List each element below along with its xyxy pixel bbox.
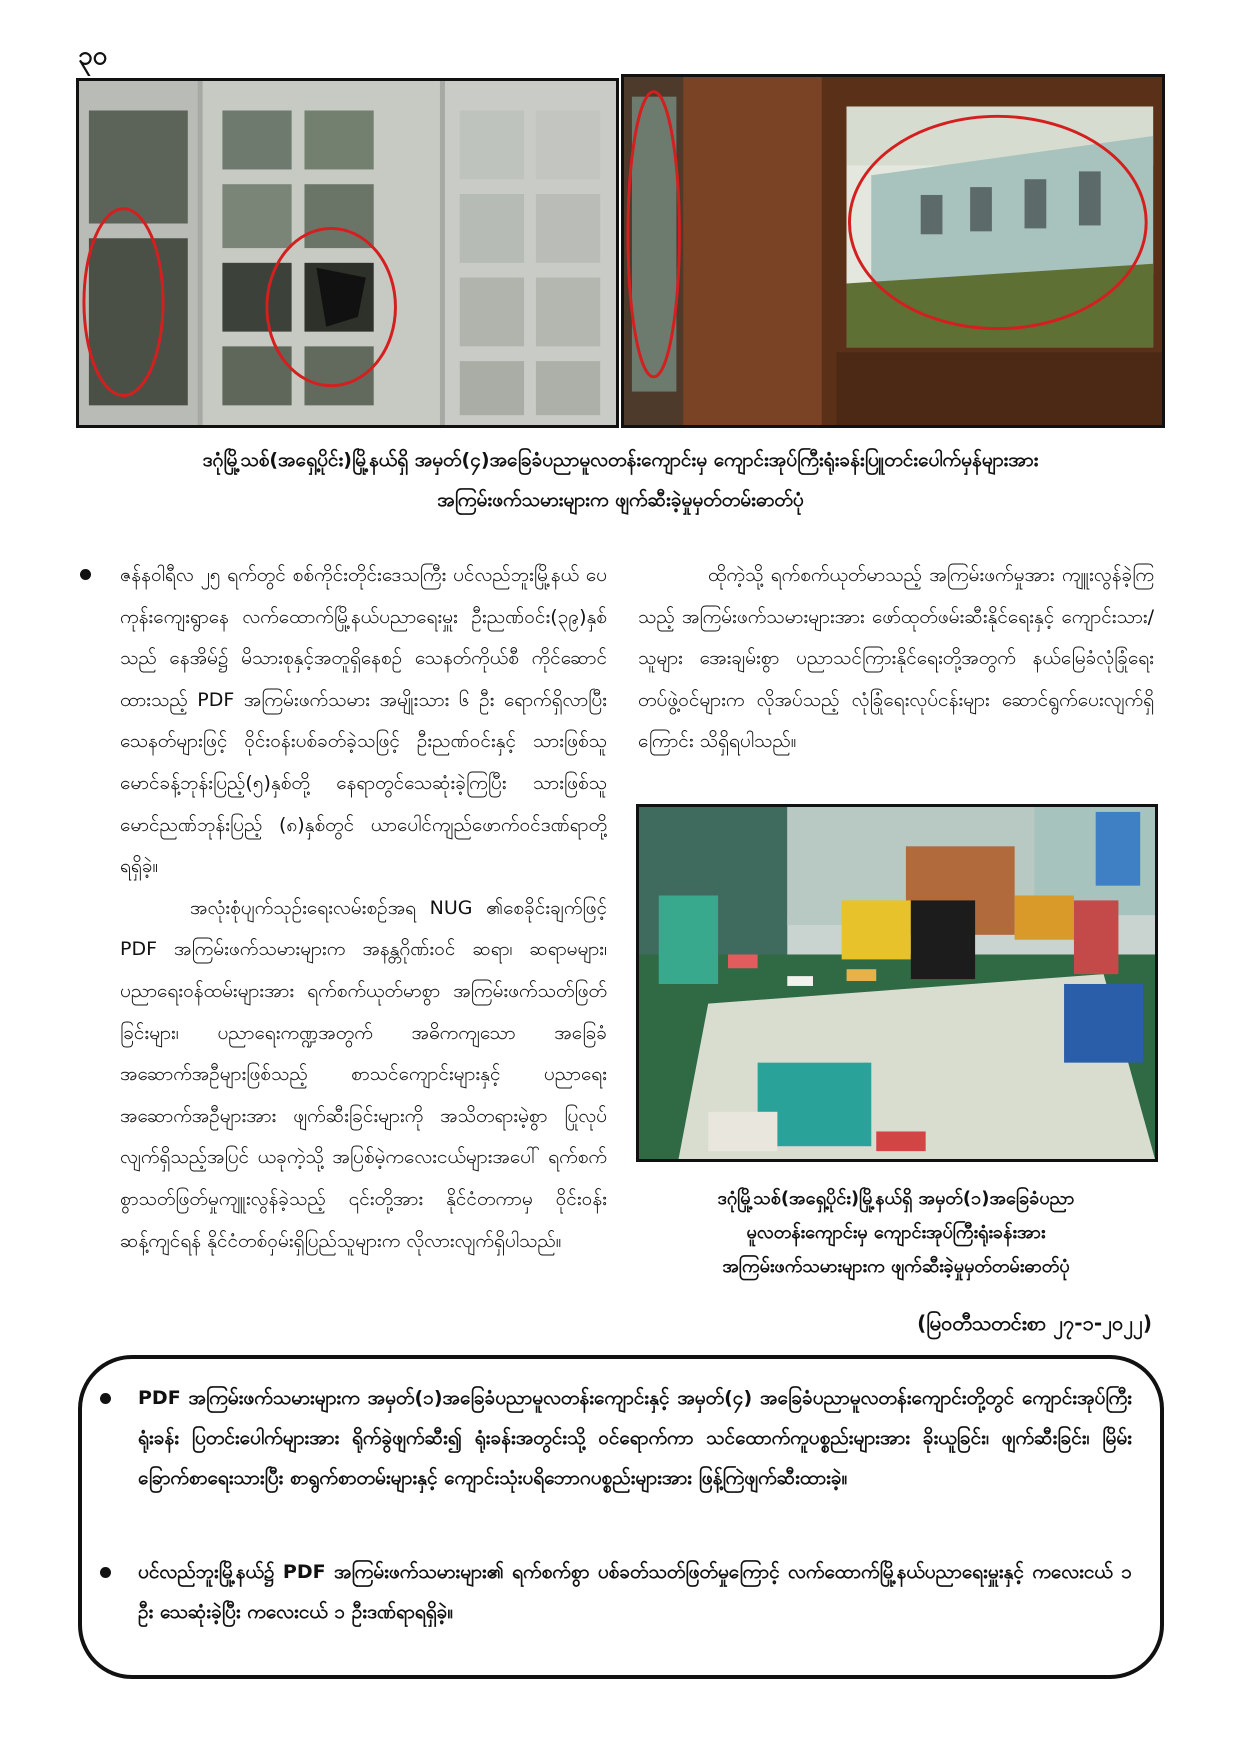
top-caption-line1: ဒဂုံမြို့သစ်(အရှေ့ပိုင်း)မြို့နယ်ရှိ အမှတ်(၄)အခြေခံပညာမူလတန်းကျောင်းမှ ကျောင်းအုပ်ကြီးရုံးခန်းပြူတင်းပေါက်မှန်များအား xyxy=(202,449,1039,471)
right-caption-line3: အကြမ်းဖက်သမားများက ဖျက်ဆီးခဲ့မှုမှတ်တမ်းဓာတ်ပုံ xyxy=(722,1256,1070,1277)
right-caption-line2: မူလတန်းကျောင်းမှ ကျောင်းအုပ်ကြီးရုံးခန်းအား xyxy=(746,1222,1046,1243)
top-caption-line2: အကြမ်းဖက်သမားများက ဖျက်ဆီးခဲ့မှုမှတ်တမ်းဓာတ်ပုံ xyxy=(437,489,804,511)
left-column xyxy=(120,555,607,1262)
bullet-icon xyxy=(100,1393,111,1404)
left-bullet-text: ဇန်နဝါရီလ ၂၅ ရက်တွင် စစ်ကိုင်းတိုင်းဒေသကြီး ပင်လည်ဘူးမြို့နယ် ပေကုန်းကျေးရွာနေ လက်ထောက်မြို့နယ်ပညာရေးမှူး ဦးညဏ်ဝင်း(၃၉)နှစ်သည် နေအိမ်၌ မိသားစုနှင့်အတူရှိနေစဉ် သေနတ်ကိုယ်စီ ကိုင်ဆောင်ထားသည့် PDF အကြမ်းဖက်သမား အမျိုးသား ၆ ဦး ရောက်ရှိလာပြီး သေနတ်များဖြင့် ဝိုင်းဝန်းပစ်ခတ်ခဲ့သဖြင့် ဦးညဏ်ဝင်းနှင့် သားဖြစ်သူ မောင်ခန့်ဘုန်းပြည့်(၅)နှစ်တို့ နေရာတွင်သေဆုံးခဲ့ကြပြီး သားဖြစ်သူ မောင်ညဏ်ဘုန်းပြည့် (၈)နှစ်တွင် ယာပေါင်ကျည်ဖောက်ဝင်ဒဏ်ရာတို့ ရရှိခဲ့။ xyxy=(120,564,607,878)
left-paragraph-2: အလုံးစုံပျက်သုဉ်းရေးလမ်းစဉ်အရ NUG ၏စေခိုင်းချက်ဖြင့် PDF အကြမ်းဖက်သမားများက အနန္တဂိုဏ်းဝင် ဆရာ၊ ဆရာမများ၊ ပညာရေးဝန်ထမ်းများအား ရက်စက်ယုတ်မာစွာ အကြမ်းဖက်သတ်ဖြတ်ခြင်းများ၊ ပညာရေးကဏ္ဍအတွက် အဓိကကျသော အခြေခံအဆောက်အဦများဖြစ်သည့် စာသင်ကျောင်းများနှင့် ပညာရေးအဆောက်အဦများအား ဖျက်ဆီးခြင်းများကို အသိတရားမဲ့စွာ ပြုလုပ်လျက်ရှိသည့်အပြင် ယခုကဲ့သို့ အပြစ်မဲ့ကလေးငယ်များအပေါ် ရက်စက်စွာသတ်ဖြတ်မှုကျူးလွန်ခဲ့သည့် ၎င်းတို့အား နိုင်ငံတကာမှ ဝိုင်းဝန်းဆန့်ကျင်ရန် နိုင်ငံတစ်ဝှမ်းရှိပြည်သူများက လိုလားလျက်ရှိပါသည်။ xyxy=(120,896,607,1252)
right-column xyxy=(638,555,1154,763)
summary-item-1 xyxy=(138,1378,1132,1498)
news-source: (မြဝတီသတင်းစာ ၂၇-၁-၂၀၂၂) xyxy=(917,1311,1152,1335)
summary-item-2 xyxy=(138,1552,1132,1632)
page-number: ၃၀ xyxy=(78,41,108,71)
photo-broken-window-right xyxy=(621,74,1165,428)
bullet-icon xyxy=(80,569,91,580)
right-paragraph: ထိုကဲ့သို့ ရက်စက်ယုတ်မာသည့် အကြမ်းဖက်မှုအား ကျူးလွန်ခဲ့ကြသည့် အကြမ်းဖက်သမားများအား ဖော်ထုတ်ဖမ်းဆီးနိုင်ရေးနှင့် ကျောင်းသား/သူများ အေးချမ်းစွာ ပညာသင်ကြားနိုင်ရေးတို့အတွက် နယ်မြေခံလုံခြုံရေးတပ်ဖွဲ့ဝင်များက လိုအပ်သည့် လုံခြုံရေးလုပ်ငန်းများ ဆောင်ရွက်ပေးလျက်ရှိကြောင်း သိရှိရပါသည်။ xyxy=(638,564,1154,753)
summary-item-2-text: ပင်လည်ဘူးမြို့နယ်၌ PDF အကြမ်းဖက်သမားများ၏ ရက်စက်စွာ ပစ်ခတ်သတ်ဖြတ်မှုကြောင့် လက်ထောက်မြို့နယ်ပညာရေးမှူးနှင့် ကလေးငယ် ၁ ဦး သေဆုံးခဲ့ပြီး ကလေးငယ် ၁ ဦးဒဏ်ရာရရှိခဲ့။ xyxy=(138,1561,1132,1623)
left-bullet-paragraph xyxy=(120,555,607,888)
photo-ransacked-office xyxy=(636,804,1158,1162)
right-caption-line1: ဒဂုံမြို့သစ်(အရှေ့ပိုင်း)မြို့နယ်ရှိ အမှတ်(၁)အခြေခံပညာ xyxy=(717,1188,1075,1209)
summary-item-1-text: PDF အကြမ်းဖက်သမားများက အမှတ်(၁)အခြေခံပညာမူလတန်းကျောင်းနှင့် အမှတ်(၄) အခြေခံပညာမူလတန်းကျောင်းတို့တွင် ကျောင်းအုပ်ကြီးရုံးခန်း ပြတင်းပေါက်များအား ရိုက်ခွဲဖျက်ဆီး၍ ရုံးခန်းအတွင်းသို့ ဝင်ရောက်ကာ သင်ထောက်ကူပစ္စည်းများအား ခိုးယူခြင်း၊ ဖျက်ဆီးခြင်း၊ မြိမ်းခြောက်စာရေးသားပြီး စာရွက်စာတမ်းများနှင့် ကျောင်းသုံးပရိဘောဂပစ္စည်းများအား ဖြန့်ကြဲဖျက်ဆီးထားခဲ့။ xyxy=(138,1387,1132,1489)
bullet-icon xyxy=(100,1567,111,1578)
right-photo-caption xyxy=(638,1182,1154,1284)
photo-broken-window-left xyxy=(76,78,619,428)
top-photo-caption xyxy=(76,440,1165,520)
